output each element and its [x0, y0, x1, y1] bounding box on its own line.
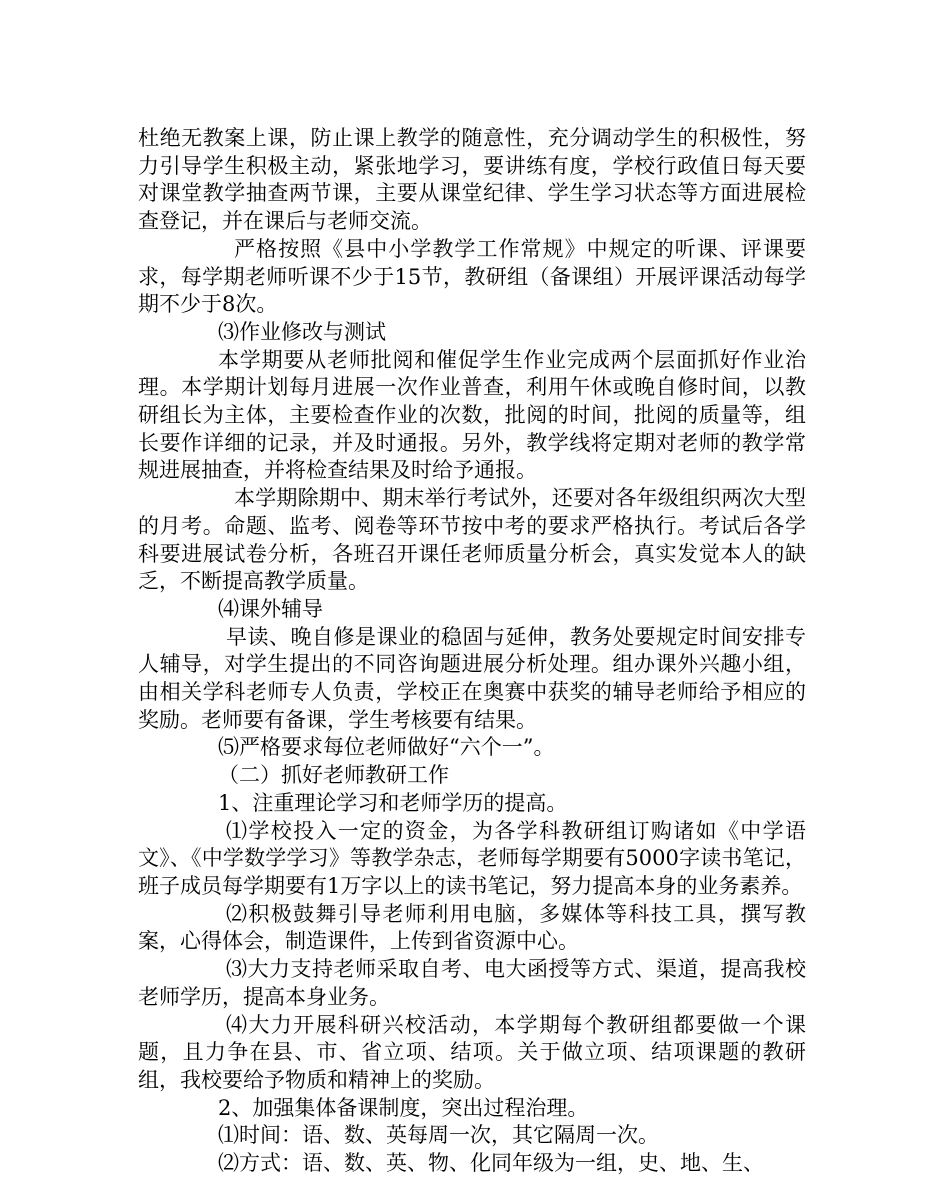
paragraph: 本学期要从老师批阅和催促学生作业完成两个层面抓好作业治理。本学期计划每月进展一次作业普查，利用午休或晚自修时间，以教研组长为主体，主要检查作业的次数，批阅的时间，批阅的质量等，组长要作详细的记录，并及时通报。另外，教学线将定期对老师的教学常规进展抽查，并将检查结果及时给予通报。 [138, 347, 806, 483]
paragraph: 2、加强集体备课制度，突出过程治理。 [218, 1095, 589, 1120]
paragraph: 严格按照《县中小学教学工作常规》中规定的听课、评课要求，每学期老师听课不少于15节，教研组（备课组）开展评课活动每学期不少于8次。 [138, 236, 806, 317]
section-heading: （二）抓好老师教研工作 [218, 763, 449, 788]
paragraph: 杜绝无教案上课，防止课上教学的随意性，充分调动学生的积极性，努力引导学生积极主动，紧张地学习，要讲练有度，学校行政值日每天要对课堂教学抽查两节课，主要从课堂纪律、学生学习状态等方面进展检查登记，并在课后与老师交流。 [138, 126, 806, 234]
paragraph: ⑶大力支持老师采取自考、电大函授等方式、渠道，提高我校老师学历，提高本身业务。 [138, 957, 806, 1009]
paragraph: ⑵积极鼓舞引导老师利用电脑，多媒体等科技工具，撰写教案，心得体会，制造课件，上传到省资源中心。 [138, 901, 806, 954]
paragraph: 早读、晚自修是课业的稳固与延伸，教务处要规定时间安排专人辅导，对学生提出的不同咨询题进展分析处理。组办课外兴趣小组，由相关学科老师专人负责，学校正在奥赛中获奖的辅导老师给予相应的奖励。老师要有备课，学生考核要有结果。 [138, 624, 806, 732]
paragraph: ⑷课外辅导 [218, 596, 323, 621]
paragraph: ⑷大力开展科研兴校活动，本学期每个教研组都要做一个课题，且力争在县、市、省立项、结项。关于做立项、结项课题的教研组，我校要给予物质和精神上的奖励。 [138, 1012, 806, 1092]
paragraph: ⑴时间：语、数、英每周一次，其它隔周一次。 [218, 1123, 659, 1148]
paragraph: 本学期除期中、期末举行考试外，还要对各年级组织两次大型的月考。命题、监考、阅卷等环节按中考的要求严格执行。考试后各学科要进展试卷分析，各班召开课任老师质量分析会，真实发觉本人的缺乏，不断提高教学质量。 [138, 486, 806, 594]
paragraph: ⑴学校投入一定的资金，为各学科教研组订购诸如《中学语文》、《中学数学学习》等教学杂志，老师每学期要有5000字读书笔记，班子成员每学期要有1万字以上的读书笔记，努力提高本身的业务素养。 [138, 818, 806, 898]
paragraph: ⑶作业修改与测试 [218, 319, 386, 344]
paragraph: ⑸严格要求每位老师做好“六个一”。 [218, 735, 555, 760]
paragraph: 1、注重理论学习和老师学历的提高。 [218, 790, 568, 815]
document-page [138, 125, 806, 1178]
paragraph: ⑵方式：语、数、英、物、化同年级为一组，史、地、生、 [218, 1151, 764, 1176]
